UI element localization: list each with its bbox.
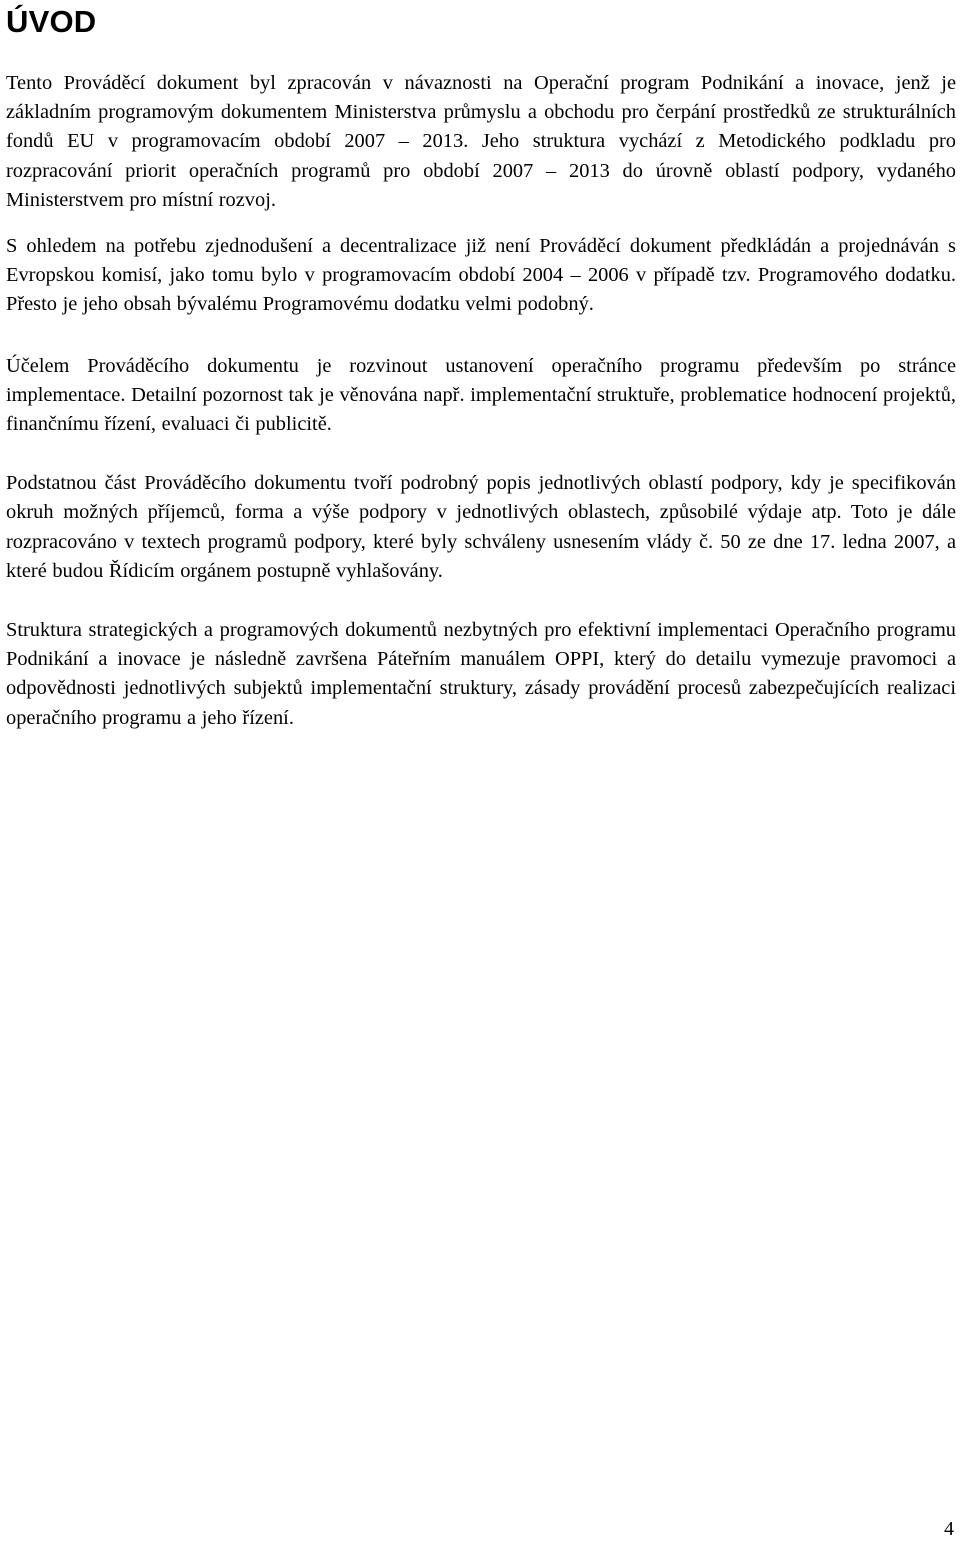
page-number: 4 (944, 1518, 954, 1540)
paragraph-intro: Tento Prováděcí dokument byl zpracován v návaznosti na Operační program Podnikání a inovace, jenž je základním programovým dokumentem Ministerstva průmyslu a obchodu pro čerpání prostředků ze strukturálních fondů EU v programovacím období 2007 – 2013. Jeho struktura vychází z Metodického podkladu pro rozpracování priorit operačních programů pro období 2007 – 2013 do úrovně oblastí podpory, vydaného Ministerstvem pro místní rozvoj. (6, 72, 956, 211)
paragraph-purpose: Účelem Prováděcího dokumentu je rozvinout ustanovení operačního programu především po stránce implementace. Detailní pozornost tak je věnována např. implementační struktuře, problematice hodnocení projektů, finančnímu řízení, evaluaci či publicitě. (6, 354, 956, 436)
document-page (6, 0, 956, 733)
paragraph-content: Podstatnou část Prováděcího dokumentu tvoří podrobný popis jednotlivých oblastí podpory, kdy je specifikován okruh možných příjemců, forma a výše podpory v jednotlivých oblastech, způsobilé výdaje atp. Toto je dále rozpracováno v textech programů podpory, které byly schváleny usnesením vlády č. 50 ze dne 17. ledna 2007, a které budou Řídicím orgánem postupně vyhlašovány. (6, 472, 956, 582)
paragraph-structure: Struktura strategických a programových dokumentů nezbytných pro efektivní implementaci Operačního programu Podnikání a inovace je následně završena Páteřním manuálem OPPI, který do detailu vymezuje pravomoci a odpovědnosti jednotlivých subjektů implementační struktury, zásady provádění procesů zabezpečujících realizaci operačního programu a jeho řízení. (6, 619, 956, 729)
section-heading: ÚVOD (6, 4, 97, 39)
paragraph-simplification: S ohledem na potřebu zjednodušení a decentralizace již není Prováděcí dokument předkládán a projednáván s Evropskou komisí, jako tomu bylo v programovacím období 2004 – 2006 v případě tzv. Programového dodatku. Přesto je jeho obsah bývalému Programovému dodatku velmi podobný. (6, 235, 956, 316)
